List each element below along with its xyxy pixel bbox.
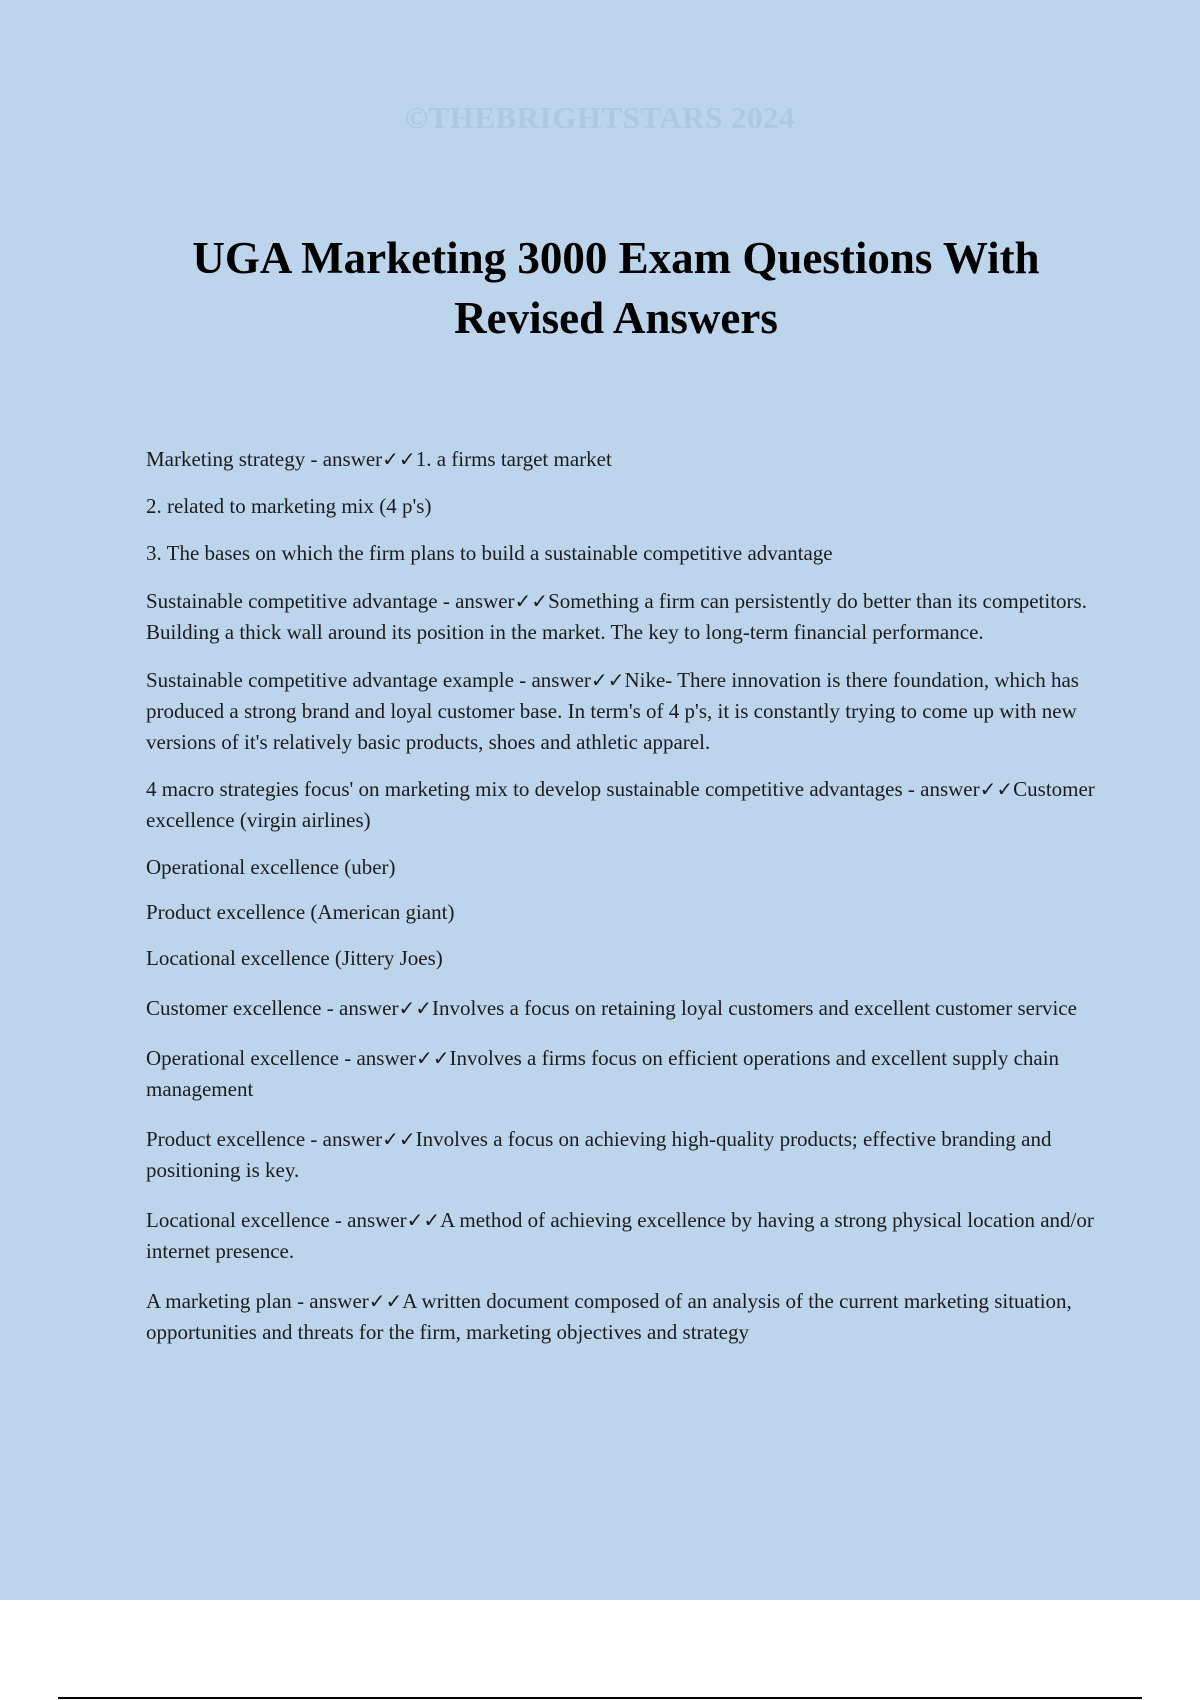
double-check-icon: ✓✓	[368, 1289, 403, 1313]
question-text: Marketing strategy	[146, 447, 306, 471]
question-text: Sustainable competitive advantage	[146, 589, 438, 613]
answer-text: Involves a focus on achieving high-quality products; effective branding and positioning is key.	[146, 1127, 1052, 1182]
answer-separator: - answer	[902, 777, 980, 801]
answer-separator: - answer	[513, 668, 591, 692]
answer-separator: - answer	[305, 1127, 383, 1151]
qa-entry	[146, 1286, 1096, 1348]
question-text: A marketing plan	[146, 1289, 292, 1313]
answer-separator: - answer	[329, 1208, 407, 1232]
qa-entry	[146, 665, 1096, 758]
answer-text: 1. a firms target market	[415, 447, 612, 471]
answer-separator: - answer	[305, 447, 383, 471]
qa-continuation: Locational excellence (Jittery Joes)	[146, 946, 443, 970]
double-check-icon: ✓✓	[415, 1046, 450, 1070]
question-text: 4 macro strategies focus' on marketing mix to develop sustainable competitive advantages	[146, 777, 903, 801]
answer-text: Something a firm can persistently do better than its competitors. Building a thick wall around its position in the market. The key to long-term financial performance.	[146, 589, 1087, 644]
answer-separator: - answer	[291, 1289, 369, 1313]
double-check-icon: ✓✓	[398, 996, 432, 1020]
double-check-icon: ✓✓	[406, 1208, 441, 1232]
qa-continuation: Product excellence (American giant)	[146, 900, 455, 924]
document-title: UGA Marketing 3000 Exam Questions With Revised Answers	[192, 233, 1040, 343]
qa-entry	[146, 586, 1096, 648]
qa-continuation: Operational excellence (uber)	[146, 855, 396, 879]
question-text: Locational excellence	[146, 1208, 330, 1232]
answer-text: Involves a firms focus on efficient operations and excellent supply chain management	[146, 1046, 1060, 1101]
qa-continuation: 3. The bases on which the firm plans to build a sustainable competitive advantage	[146, 541, 833, 565]
copyright-watermark: ©THEBRIGHTSTARS 2024	[404, 100, 796, 135]
qa-entry	[146, 774, 1096, 836]
qa-entry	[146, 993, 1096, 1024]
qa-continuation: 2. related to marketing mix (4 p's)	[146, 494, 432, 518]
answer-text: A method of achieving excellence by having a strong physical location and/or internet presence.	[146, 1208, 1094, 1263]
page-divider	[58, 1697, 1142, 1699]
answer-text: A written document composed of an analysis of the current marketing situation, opportunities and threats for the firm, marketing objectives and strategy	[146, 1289, 1072, 1344]
question-text: Customer excellence	[146, 996, 322, 1020]
double-check-icon: ✓✓	[590, 668, 625, 692]
answer-text: Customer excellence (virgin airlines)	[146, 777, 1095, 832]
question-text: Operational excellence	[146, 1046, 339, 1070]
answer-separator: - answer	[437, 589, 515, 613]
question-text: Product excellence	[146, 1127, 306, 1151]
qa-entry	[146, 1205, 1096, 1267]
answer-separator: - answer	[338, 1046, 416, 1070]
qa-list	[146, 444, 1096, 1348]
double-check-icon: ✓✓	[514, 589, 549, 613]
question-text: Sustainable competitive advantage example	[146, 668, 514, 692]
qa-entry	[146, 1043, 1096, 1105]
qa-entry	[146, 1124, 1096, 1186]
double-check-icon: ✓✓	[979, 777, 1014, 801]
answer-separator: - answer	[321, 996, 399, 1020]
double-check-icon: ✓✓	[382, 1127, 416, 1151]
qa-entry	[146, 444, 1096, 475]
answer-text: Involves a focus on retaining loyal customers and excellent customer service	[432, 996, 1077, 1020]
double-check-icon: ✓✓	[382, 447, 416, 471]
answer-text: Nike- There innovation is there foundation, which has produced a strong brand and loyal customer base. In term's of 4 p's, it is constantly trying to come up with new versions of it's relatively basic products, shoes and athletic apparel.	[146, 668, 1079, 754]
